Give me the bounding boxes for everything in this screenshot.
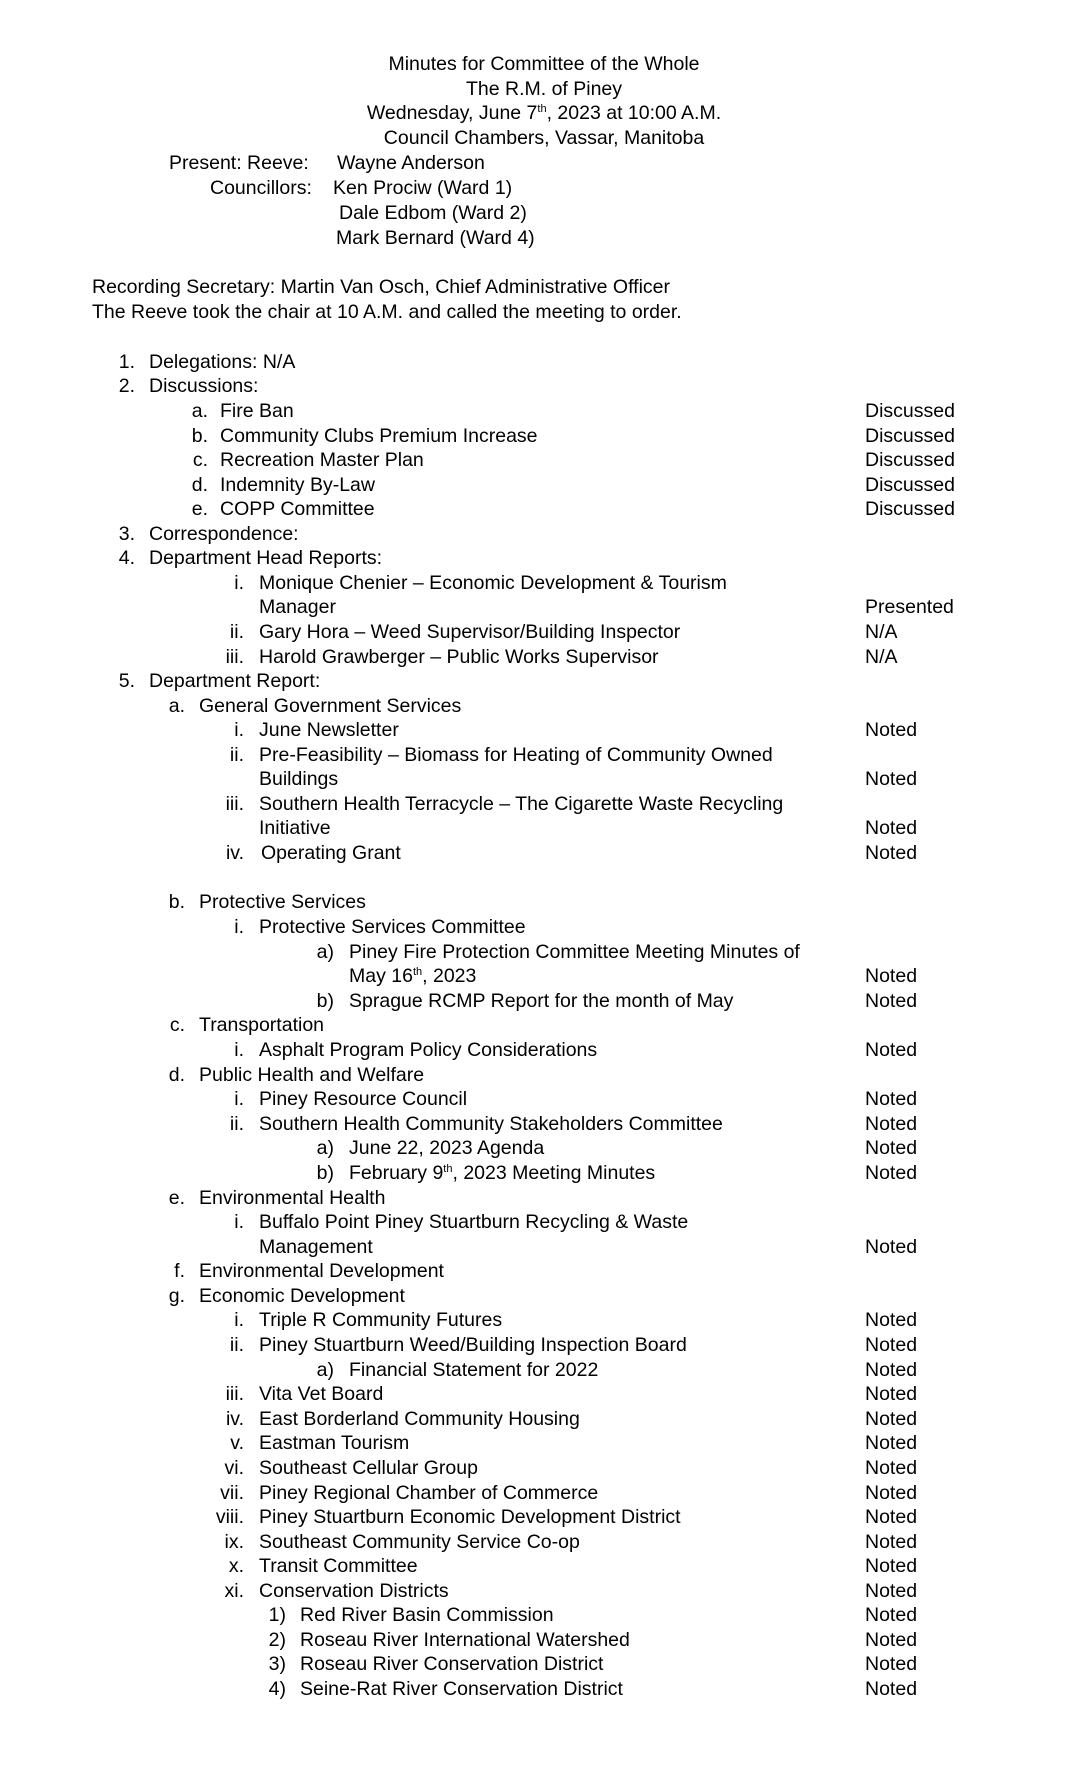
list-marker: i. xyxy=(234,719,244,741)
councillor-name: Ken Prociw (Ward 1) xyxy=(333,177,513,199)
list-marker: a) xyxy=(316,941,334,963)
list-marker: e. xyxy=(168,1187,185,1209)
meeting-date: Wednesday, June 7th, 2023 at 10:00 A.M. xyxy=(366,102,722,124)
status-label: Noted xyxy=(865,1408,918,1430)
list-marker: x. xyxy=(228,1555,244,1577)
list-item: COPP Committee xyxy=(220,498,375,520)
status-label: Noted xyxy=(865,1653,918,1675)
agenda-item-delegations: Delegations: N/A xyxy=(149,351,296,373)
list-marker: c. xyxy=(192,449,208,471)
section-heading: Public Health and Welfare xyxy=(199,1064,425,1086)
status-label: Discussed xyxy=(865,449,955,471)
status-label: Noted xyxy=(865,1309,918,1331)
list-marker: ii. xyxy=(229,1113,244,1135)
list-item: East Borderland Community Housing xyxy=(259,1408,580,1430)
list-item: Roseau River Conservation District xyxy=(300,1653,604,1675)
status-label: Noted xyxy=(865,965,918,987)
list-item: February 9th, 2023 Meeting Minutes xyxy=(349,1162,656,1184)
list-marker: vi. xyxy=(224,1457,244,1479)
list-item: Piney Stuartburn Economic Development District xyxy=(259,1506,681,1528)
status-label: N/A xyxy=(865,621,898,643)
list-marker: 1) xyxy=(268,1604,286,1626)
list-item: Piney Stuartburn Weed/Building Inspection Board xyxy=(259,1334,687,1356)
list-item: Protective Services Committee xyxy=(259,916,526,938)
list-marker: ix. xyxy=(224,1531,244,1553)
list-item: Sprague RCMP Report for the month of May xyxy=(349,990,734,1012)
list-marker: b) xyxy=(316,1162,334,1184)
section-heading: Environmental Development xyxy=(199,1260,444,1282)
list-item: Southeast Cellular Group xyxy=(259,1457,478,1479)
recording-secretary: Recording Secretary: Martin Van Osch, Chief Administrative Officer xyxy=(92,276,671,298)
status-label: Noted xyxy=(865,1457,918,1479)
meeting-location: Council Chambers, Vassar, Manitoba xyxy=(383,127,705,149)
municipality-name: The R.M. of Piney xyxy=(465,78,623,100)
list-item: Asphalt Program Policy Considerations xyxy=(259,1039,598,1061)
status-label: Noted xyxy=(865,1334,918,1356)
status-label: Noted xyxy=(865,768,918,790)
list-marker: b. xyxy=(191,425,208,447)
status-label: Noted xyxy=(865,1629,918,1651)
list-item: June 22, 2023 Agenda xyxy=(349,1137,545,1159)
list-item-continuation: Management xyxy=(259,1236,373,1258)
list-marker: a) xyxy=(316,1137,334,1159)
list-item: Conservation Districts xyxy=(259,1580,449,1602)
document-title: Minutes for Committee of the Whole xyxy=(388,53,700,75)
list-marker: i. xyxy=(234,1039,244,1061)
agenda-item-correspondence: Correspondence: xyxy=(149,523,299,545)
list-item: Roseau River International Watershed xyxy=(300,1629,630,1651)
list-marker: ii. xyxy=(229,744,244,766)
opening-statement: The Reeve took the chair at 10 A.M. and called the meeting to order. xyxy=(92,301,682,323)
councillor-name: Dale Edbom (Ward 2) xyxy=(339,202,527,224)
list-marker: 4. xyxy=(118,547,135,569)
list-item: Piney Regional Chamber of Commerce xyxy=(259,1482,599,1504)
list-marker: i. xyxy=(234,916,244,938)
list-marker: xi. xyxy=(224,1580,244,1602)
status-label: Noted xyxy=(865,1162,918,1184)
status-label: Noted xyxy=(865,1604,918,1626)
list-item: Southern Health Terracycle – The Cigarette Waste Recycling xyxy=(259,793,784,815)
status-label: Noted xyxy=(865,1555,918,1577)
status-label: Noted xyxy=(865,719,918,741)
status-label: Discussed xyxy=(865,498,955,520)
list-marker: 3) xyxy=(268,1653,286,1675)
list-item: Operating Grant xyxy=(261,842,401,864)
list-item: Pre-Feasibility – Biomass for Heating of Community Owned xyxy=(259,744,773,766)
list-item: Eastman Tourism xyxy=(259,1432,410,1454)
list-item-continuation: May 16th, 2023 xyxy=(349,965,477,987)
list-item: Red River Basin Commission xyxy=(300,1604,554,1626)
status-label: Discussed xyxy=(865,425,955,447)
list-marker: i. xyxy=(234,1309,244,1331)
list-marker: e. xyxy=(191,498,208,520)
reeve-name: Wayne Anderson xyxy=(337,152,485,174)
section-heading: Environmental Health xyxy=(199,1187,386,1209)
list-marker: b. xyxy=(168,891,185,913)
status-label: Noted xyxy=(865,1039,918,1061)
list-marker: f. xyxy=(174,1260,185,1282)
list-item-continuation: Buildings xyxy=(259,768,339,790)
list-item: Southern Health Community Stakeholders Committee xyxy=(259,1113,723,1135)
list-marker: i. xyxy=(234,1211,244,1233)
list-item: Gary Hora – Weed Supervisor/Building Inspector xyxy=(259,621,681,643)
list-item: Community Clubs Premium Increase xyxy=(220,425,538,447)
list-item: Piney Resource Council xyxy=(259,1088,468,1110)
list-marker: b) xyxy=(316,990,334,1012)
status-label: Noted xyxy=(865,990,918,1012)
list-item-continuation: Manager xyxy=(259,596,336,618)
status-label: Noted xyxy=(865,1432,918,1454)
list-marker: viii. xyxy=(215,1506,244,1528)
present-label: Present: Reeve: xyxy=(169,152,309,174)
list-item: Harold Grawberger – Public Works Supervisor xyxy=(259,646,659,668)
list-marker: ii. xyxy=(229,1334,244,1356)
status-label: Noted xyxy=(865,1383,918,1405)
list-marker: d. xyxy=(191,474,208,496)
section-heading: General Government Services xyxy=(199,695,462,717)
status-label: Noted xyxy=(865,842,918,864)
list-marker: g. xyxy=(168,1285,185,1307)
list-marker: 2. xyxy=(118,375,135,397)
status-label: Noted xyxy=(865,1482,918,1504)
status-label: Noted xyxy=(865,1088,918,1110)
list-marker: 2) xyxy=(268,1629,286,1651)
list-marker: i. xyxy=(234,1088,244,1110)
list-marker: iv. xyxy=(225,1408,244,1430)
status-label: Noted xyxy=(865,1359,918,1381)
list-marker: c. xyxy=(169,1014,185,1036)
list-marker: 5. xyxy=(118,670,135,692)
status-label: N/A xyxy=(865,646,898,668)
list-item: Buffalo Point Piney Stuartburn Recycling & Waste xyxy=(259,1211,689,1233)
list-item: Seine-Rat River Conservation District xyxy=(300,1678,623,1700)
list-item: Monique Chenier – Economic Development & Tourism xyxy=(259,572,727,594)
status-label: Noted xyxy=(865,817,918,839)
status-label: Discussed xyxy=(865,400,955,422)
section-heading: Transportation xyxy=(199,1014,325,1036)
list-marker: d. xyxy=(168,1064,185,1086)
status-label: Noted xyxy=(865,1113,918,1135)
list-item: Vita Vet Board xyxy=(259,1383,384,1405)
councillor-name: Mark Bernard (Ward 4) xyxy=(336,227,535,249)
list-marker: a) xyxy=(316,1359,334,1381)
list-marker: v. xyxy=(230,1432,244,1454)
status-label: Noted xyxy=(865,1531,918,1553)
councillors-label: Councillors: xyxy=(210,177,312,199)
status-label: Noted xyxy=(865,1236,918,1258)
list-item: Piney Fire Protection Committee Meeting Minutes of xyxy=(349,941,800,963)
list-marker: vii. xyxy=(220,1482,244,1504)
list-item: Transit Committee xyxy=(259,1555,418,1577)
section-heading: Economic Development xyxy=(199,1285,405,1307)
list-item: Fire Ban xyxy=(220,400,294,422)
agenda-item-department-report: Department Report: xyxy=(149,670,321,692)
status-label: Noted xyxy=(865,1580,918,1602)
list-marker: 3. xyxy=(118,523,135,545)
list-marker: ii. xyxy=(229,621,244,643)
agenda-item-department-head-reports: Department Head Reports: xyxy=(149,547,383,569)
list-item: June Newsletter xyxy=(259,719,399,741)
list-marker: iv. xyxy=(225,842,244,864)
list-item: Triple R Community Futures xyxy=(259,1309,503,1331)
list-item: Financial Statement for 2022 xyxy=(349,1359,599,1381)
list-marker: iii. xyxy=(225,1383,244,1405)
status-label: Discussed xyxy=(865,474,955,496)
list-marker: iii. xyxy=(225,646,244,668)
list-item: Recreation Master Plan xyxy=(220,449,424,471)
list-marker: iii. xyxy=(225,793,244,815)
status-label: Noted xyxy=(865,1506,918,1528)
status-label: Noted xyxy=(865,1137,918,1159)
list-marker: 4) xyxy=(268,1678,286,1700)
agenda-item-discussions: Discussions: xyxy=(149,375,259,397)
status-label: Noted xyxy=(865,1678,918,1700)
list-marker: i. xyxy=(234,572,244,594)
list-marker: 1. xyxy=(118,351,135,373)
list-marker: a. xyxy=(191,400,208,422)
status-label: Presented xyxy=(865,596,954,618)
list-item: Indemnity By-Law xyxy=(220,474,375,496)
section-heading: Protective Services xyxy=(199,891,366,913)
list-item: Southeast Community Service Co-op xyxy=(259,1531,580,1553)
list-item-continuation: Initiative xyxy=(259,817,331,839)
list-marker: a. xyxy=(168,695,185,717)
